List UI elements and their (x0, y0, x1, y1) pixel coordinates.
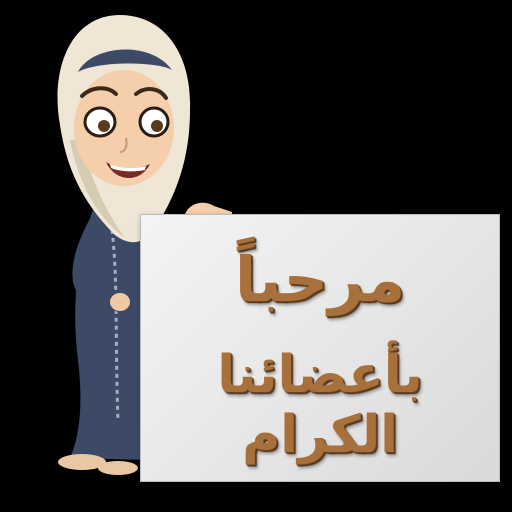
right-foot (98, 461, 138, 475)
sign-line-members: بأعضائنا الكرام (217, 345, 423, 465)
left-pupil (98, 120, 110, 132)
left-hand (110, 293, 130, 311)
sign-line-welcome: مرحباً (234, 243, 406, 316)
right-pupil (151, 120, 163, 132)
welcome-sign-board (140, 214, 500, 482)
